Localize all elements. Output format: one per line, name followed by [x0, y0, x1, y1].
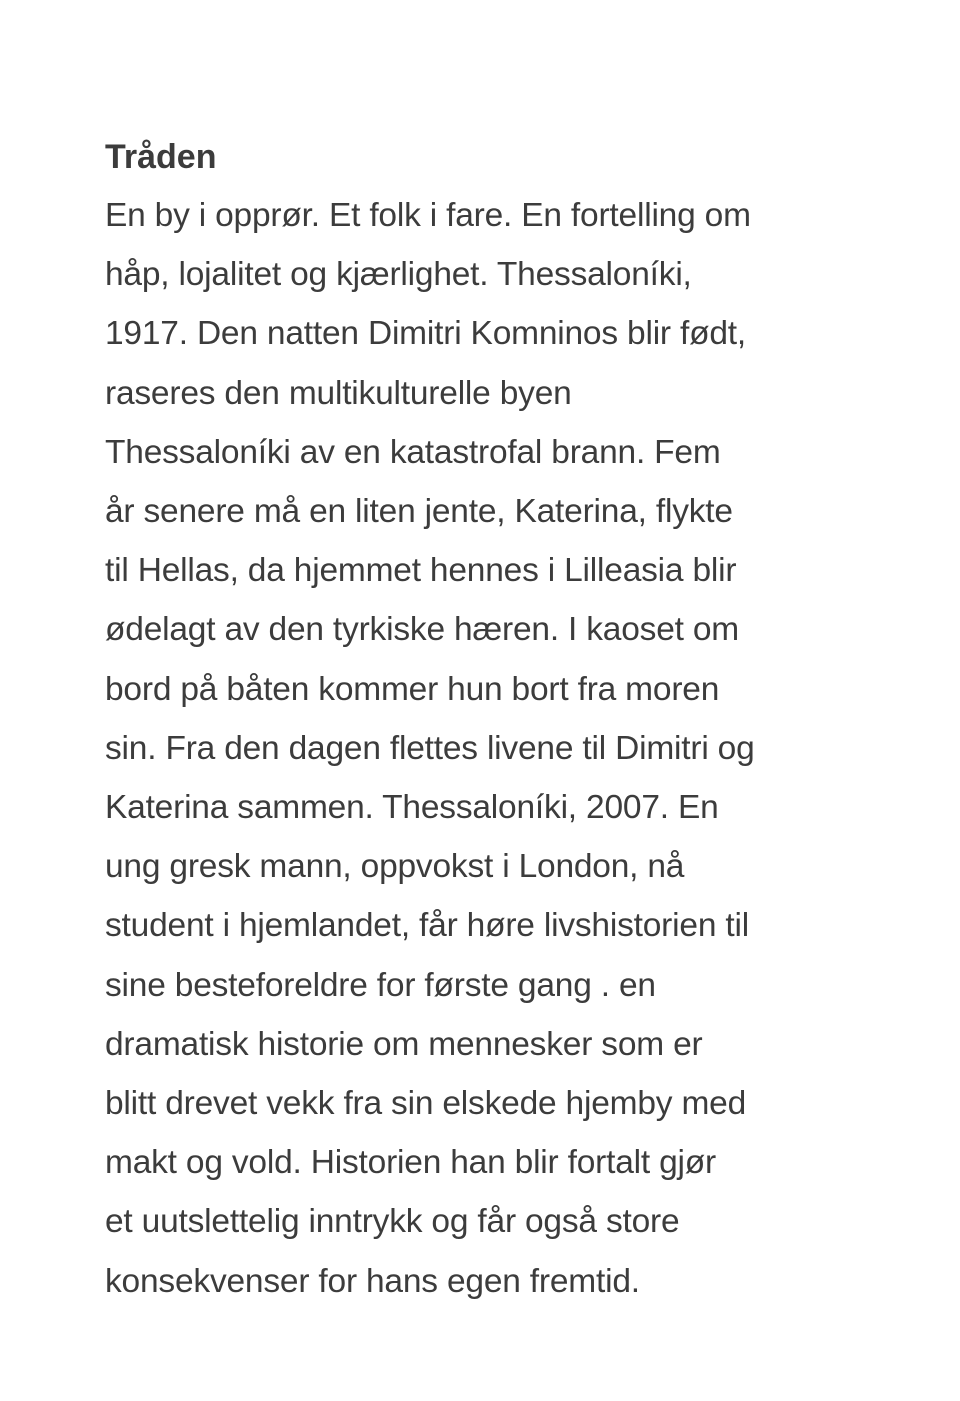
description-line: til Hellas, da hjemmet hennes i Lilleasia blir [105, 552, 737, 590]
description-line: sin. Fra den dagen flettes livene til Dimitri og [105, 729, 755, 767]
description-text [105, 186, 905, 1311]
book-title: Tråden [105, 138, 217, 176]
description-line: år senere må en liten jente, Katerina, flykte [105, 493, 733, 531]
description-line: 1917. Den natten Dimitri Komninos blir født, [105, 315, 747, 353]
description-line: håp, lojalitet og kjærlighet. Thessaloníki, [105, 256, 692, 294]
book-description [105, 133, 905, 1311]
description-line: Katerina sammen. Thessaloníki, 2007. En [105, 789, 719, 827]
description-line: dramatisk historie om mennesker som er [105, 1025, 703, 1063]
description-line: makt og vold. Historien han blir fortalt gjør [105, 1144, 716, 1182]
description-line: sine besteforeldre for første gang . en [105, 966, 656, 1004]
description-line: Thessaloníki av en katastrofal brann. Fem [105, 433, 721, 471]
description-line: raseres den multikulturelle byen [105, 374, 572, 412]
description-line: ung gresk mann, oppvokst i London, nå [105, 848, 685, 886]
description-line: konsekvenser for hans egen fremtid. [105, 1262, 640, 1300]
description-line: blitt drevet vekk fra sin elskede hjemby med [105, 1085, 747, 1123]
description-line: En by i opprør. Et folk i fare. En fortelling om [105, 197, 751, 234]
description-line: ødelagt av den tyrkiske hæren. I kaoset om [105, 611, 739, 649]
description-line: bord på båten kommer hun bort fra moren [105, 670, 720, 708]
description-line: student i hjemlandet, får høre livshistorien til [105, 907, 749, 945]
description-line: et uutslettelig inntrykk og får også store [105, 1203, 680, 1241]
